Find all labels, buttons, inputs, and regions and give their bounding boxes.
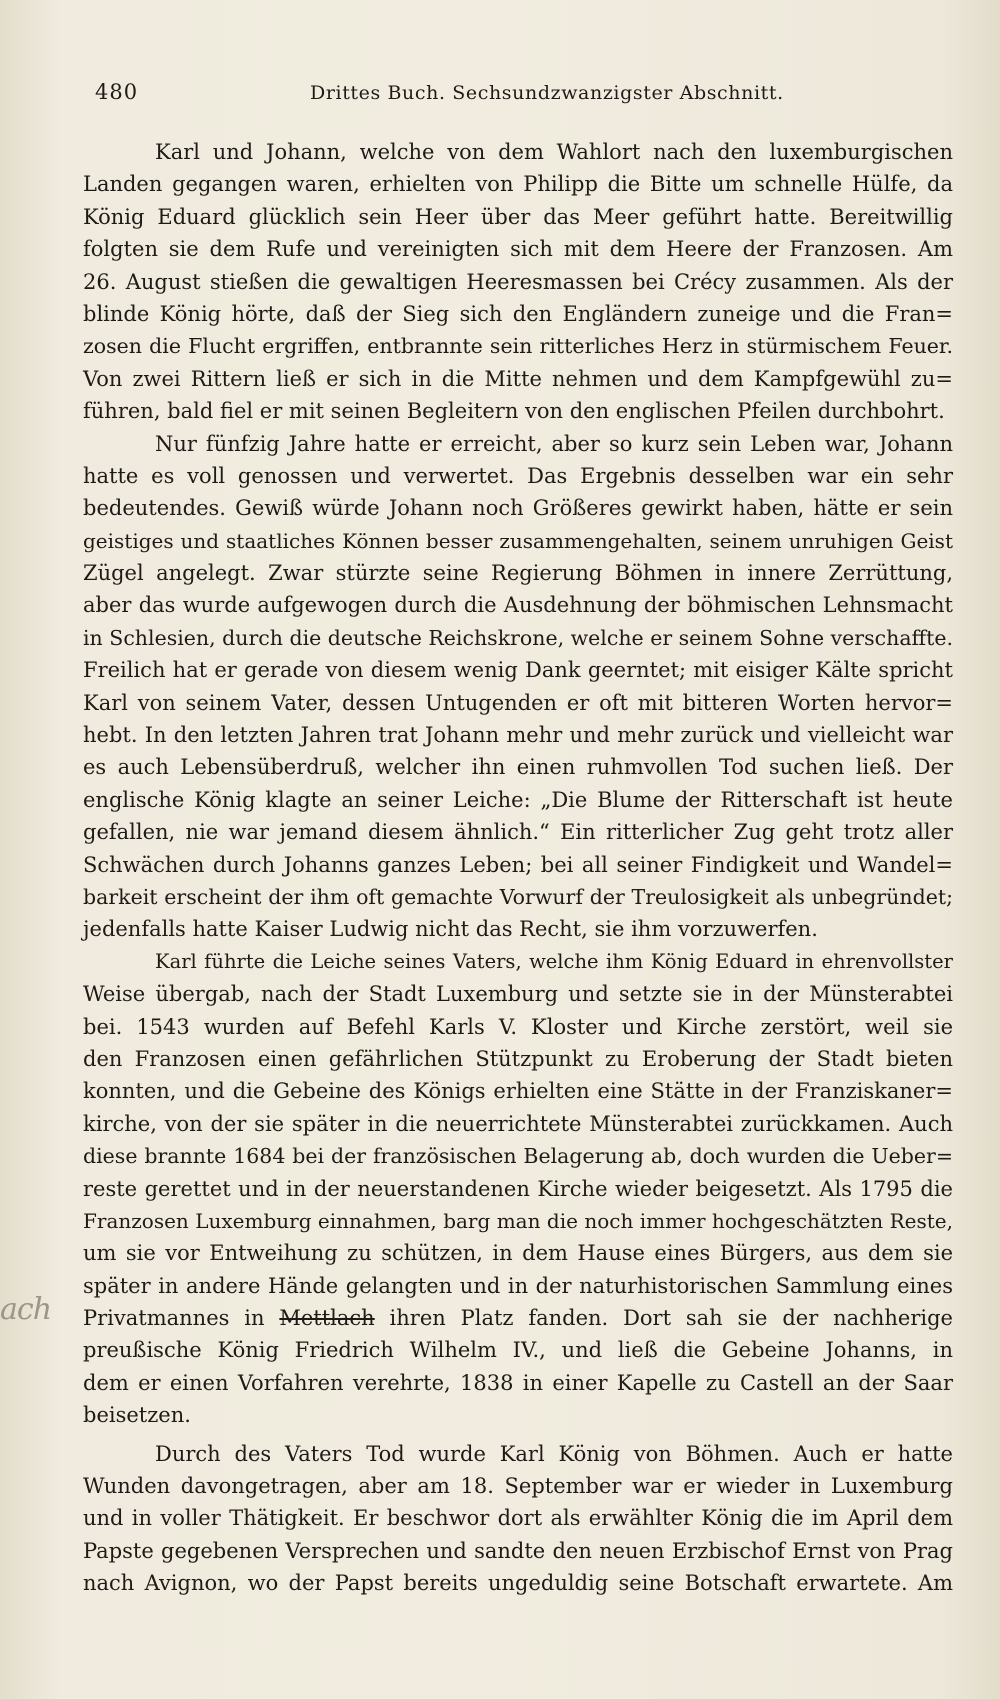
text-line: Schwächen durch Johanns ganzes Leben; bei all seiner Findigkeit und Wandel= <box>83 852 953 877</box>
text-line: Zügel angelegt. Zwar stürzte seine Regierung Böhmen in innere Zerrüttung, <box>83 561 953 586</box>
text-line: englische König klagte an seiner Leiche: „Die Blume der Ritterschaft ist heute <box>83 787 953 812</box>
text-line: hatte es voll genossen und verwertet. Das Ergebnis desselben war ein sehr <box>83 463 953 488</box>
text-line: Durch des Vaters Tod wurde Karl König von Böhmen. Auch er hatte <box>155 1441 953 1466</box>
text-line: geistiges und staatliches Können besser zusammengehalten, seinem unruhigen Geist <box>83 528 953 553</box>
text-line: bei. 1543 wurden auf Befehl Karls V. Kloster und Kirche zerstört, weil sie <box>83 1014 953 1039</box>
text-line: Von zwei Rittern ließ er sich in die Mitte nehmen und dem Kampfgewühl zu= <box>83 366 953 391</box>
text-line: in Schlesien, durch die deutsche Reichskrone, welche er seinem Sohne verschaffte. <box>83 625 953 650</box>
text-line: um sie vor Entweihung zu schützen, in dem Hause eines Bürgers, aus dem sie <box>83 1241 953 1266</box>
margin-annotation: ach <box>0 1292 52 1327</box>
text-line: 26. August stießen die gewaltigen Heeresmassen bei Crécy zusammen. Als der <box>83 269 953 294</box>
text-line: Karl und Johann, welche von dem Wahlort nach den luxemburgischen <box>155 140 953 164</box>
text-line: es auch Lebensüberdruß, welcher ihn einen ruhmvollen Tod suchen ließ. Der <box>83 755 953 780</box>
text-line: dem er einen Vorfahren verehrte, 1838 in einer Kapelle zu Castell an der Saar <box>83 1370 953 1395</box>
text-line: später in andere Hände gelangten und in der naturhistorischen Sammlung eines <box>83 1273 953 1298</box>
text-line: zosen die Flucht ergriffen, entbrannte sein ritterliches Herz in stürmischem Feuer. <box>83 334 953 359</box>
text-line: König Eduard glücklich sein Heer über das Meer geführt hatte. Bereitwillig <box>83 204 953 229</box>
text-line: aber das wurde aufgewogen durch die Ausdehnung der böhmischen Lehnsmacht <box>83 593 953 618</box>
text-line: konnten, und die Gebeine des Königs erhielten eine Stätte in der Franziskaner= <box>83 1079 953 1104</box>
text-line: barkeit erscheint der ihm oft gemachte Vorwurf der Treulosigkeit als unbegründet; <box>83 884 953 909</box>
text-line: blinde König hörte, daß der Sieg sich den Engländern zuneige und die Fran= <box>83 301 953 326</box>
text-line: Papste gegebenen Versprechen und sandte den neuen Erzbischof Ernst von Prag <box>83 1538 953 1563</box>
text-line: Karl von seinem Vater, dessen Untugenden er oft mit bitteren Worten hervor= <box>83 690 953 715</box>
text-line: kirche, von der sie später in die neuerrichtete Münsterabtei zurückkamen. Auch <box>83 1111 953 1136</box>
text-line: folgten sie dem Rufe und vereinigten sich mit dem Heere der Franzosen. Am <box>83 237 953 262</box>
text-line: gefallen, nie war jemand diesem ähnlich.“ Ein ritterlicher Zug geht trotz aller <box>83 820 953 845</box>
text-line: und in voller Thätigkeit. Er beschwor dort als erwählter König die im April dem <box>83 1506 953 1531</box>
text-line: Freilich hat er gerade von diesem wenig Dank geerntet; mit eisiger Kälte spricht <box>83 658 953 683</box>
text-line: Franzosen Luxemburg einnahmen, barg man die noch immer hochgeschätzten Reste, <box>83 1208 953 1233</box>
text-fragment: ihren Platz fanden. Dort sah sie der nachherige <box>389 1306 953 1331</box>
text-line: bedeutendes. Gewiß würde Johann noch Größeres gewirkt haben, hätte er sein <box>83 496 953 521</box>
text-line: führen, bald fiel er mit seinen Begleitern von den englischen Pfeilen durchbohrt. <box>83 399 945 424</box>
text-line: beisetzen. <box>83 1403 191 1428</box>
text-line: nach Avignon, wo der Papst bereits ungeduldig seine Botschaft erwartete. Am <box>83 1571 953 1596</box>
text-line: diese brannte 1684 bei der französischen Belagerung ab, doch wurden die Ueber= <box>83 1144 953 1169</box>
running-head: Drittes Buch. Sechsundzwanzigster Abschnitt. <box>310 82 784 104</box>
text-line: preußische König Friedrich Wilhelm IV., und ließ die Gebeine Johanns, in <box>83 1338 953 1363</box>
text-fragment: Privatmannes in <box>83 1306 265 1331</box>
body-text <box>83 136 953 1600</box>
text-line: den Franzosen einen gefährlichen Stützpunkt zu Eroberung der Stadt bieten <box>83 1046 953 1071</box>
text-line: hebt. In den letzten Jahren trat Johann mehr und mehr zurück und vielleicht war <box>83 723 953 748</box>
text-line: Nur fünfzig Jahre hatte er erreicht, aber so kurz sein Leben war, Johann <box>155 431 953 456</box>
text-line: reste gerettet und in der neuerstandenen Kirche wieder beigesetzt. Als 1795 die <box>83 1176 953 1201</box>
text-line: jedenfalls hatte Kaiser Ludwig nicht das Recht, sie ihm vorzuwerfen. <box>83 917 818 942</box>
text-line: Weise übergab, nach der Stadt Luxemburg und setzte sie in der Münsterabtei <box>83 982 953 1007</box>
page-header <box>95 80 925 120</box>
page-number: 480 <box>95 80 139 104</box>
struck-word: Mettlach <box>279 1306 375 1331</box>
text-line-with-strike <box>83 1302 953 1334</box>
text-line: Landen gegangen waren, erhielten von Philipp die Bitte um schnelle Hülfe, da <box>83 172 953 197</box>
text-line: Karl führte die Leiche seines Vaters, welche ihm König Eduard in ehrenvollster <box>155 949 953 973</box>
text-line: Wunden davongetragen, aber am 18. September war er wieder in Luxemburg <box>83 1474 953 1499</box>
